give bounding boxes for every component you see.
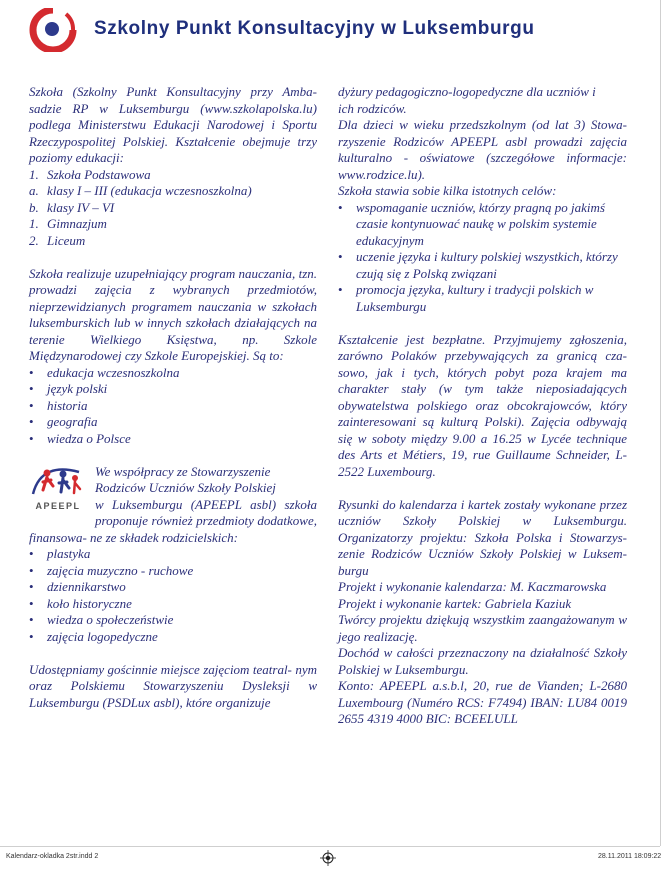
bullet-icon: • (29, 397, 34, 413)
list-item (29, 629, 317, 646)
text-line: sadzie RP w Luksemburgu (www.szkolapolska.lu) (29, 100, 317, 116)
apeepl-figures-icon (29, 464, 87, 498)
list-item-text: czasie kontynuować naukę w polskim systemie (356, 216, 597, 231)
list-item-text: zajęcia muzyczno - ruchowe (47, 562, 194, 578)
list-item (29, 398, 317, 415)
list-marker: 1. (29, 166, 39, 182)
text-line: Rzeczypospolitej Polskiej. Kształcenie obejmuje trzy (29, 133, 317, 149)
list-item (29, 579, 317, 596)
text-line: w jego realizację. (338, 612, 627, 644)
subjects-list (29, 365, 317, 448)
school-logo (28, 8, 78, 52)
text-line: Dla dzieci w wieku przedszkolnym (od lat 3) Stowa- (338, 117, 627, 132)
text-line: poziomy edukacji: (29, 150, 124, 165)
list-item-text: Liceum (47, 232, 86, 248)
list-item (29, 167, 317, 184)
text-line: kulturalno - oświatowe (szczegółowe informacje: (338, 150, 627, 165)
text-line: Kształcenie jest bezpłatne. Przyjmujemy zgłoszenia, (338, 331, 627, 347)
list-item (29, 431, 317, 448)
text-line: sowo, jak i tych, których pobyt poza krajem ma (338, 364, 627, 380)
bullet-icon: • (29, 562, 34, 578)
program-paragraph (29, 266, 317, 365)
text-line: 0019 2655 4319 4000 BIC: BCEELULL (338, 694, 628, 726)
list-marker: b. (29, 199, 39, 215)
print-slug-filename: Kalendarz-okladka 2str.indd 2 (6, 853, 99, 860)
text-line: Szkoła (Szkolny Punkt Konsultacyjny przy Amba- (29, 84, 317, 99)
text-line: obywatelstwa polskiego oraz obcokrajowców, który (338, 397, 627, 413)
page-title: Szkolny Punkt Konsultacyjny w Luksemburgu (94, 18, 535, 39)
bullet-icon: • (338, 199, 343, 215)
page-trim-right (660, 0, 661, 846)
bullet-icon: • (29, 381, 34, 396)
text-line: Szkoły Polskiej w Luksemburgu. (338, 645, 628, 677)
list-item-text: edukacja wczesnoszkolna (47, 364, 180, 380)
list-item-text: klasy IV – VI (47, 199, 115, 215)
text-line: Projekt i wykonanie kalendarza: M. Kaczmarowska (338, 579, 607, 594)
education-levels-list (29, 167, 317, 250)
text-line: działających na terenie Wielkiego Księstwa, (29, 315, 317, 347)
list-item-text: dziennikarstwo (47, 579, 126, 594)
enrollment-paragraph (338, 332, 627, 481)
bullet-icon: • (29, 430, 34, 446)
list-marker: 1. (29, 216, 39, 231)
left-column (29, 84, 317, 711)
text-line: w Luksemburgu (APEEPL asbl) szkoła (95, 496, 317, 512)
page-trim-bottom (0, 846, 660, 847)
text-line: Szkoła realizuje uzupełniający program nauczania, (29, 265, 296, 281)
text-line: Są to: (252, 348, 284, 363)
text-line: ne ze składek rodzicielskich: (90, 529, 238, 545)
bullet-icon: • (29, 612, 34, 627)
bullet-icon: • (29, 595, 34, 611)
list-item-text: promocja języka, kultury i tradycji polskich w (356, 282, 594, 297)
list-item (29, 563, 317, 580)
text-line: Organizatorzy projektu: Szkoła Polska i Stowarzys- (338, 529, 627, 545)
list-item (29, 200, 317, 217)
list-item-text: uczenie języka i kultury polskiej wszystkich, (356, 249, 583, 264)
list-item-text: wspomaganie uczniów, którzy pragną po jakimś (356, 199, 605, 215)
list-marker: 2. (29, 232, 39, 248)
bullet-icon: • (29, 364, 34, 380)
list-item-text: koło historyczne (47, 595, 132, 611)
list-item (29, 365, 317, 382)
intro-paragraph (29, 84, 317, 167)
text-line: nieprzewidzianych programem nauczania w (29, 298, 267, 314)
list-marker: a. (29, 183, 39, 198)
text-line: przez uczniów Szkoły Polskiej w Luksemburgu. (338, 496, 628, 528)
text-line: charakter stały (w tym także nieposiadających (338, 381, 627, 396)
apeepl-logo (29, 464, 87, 514)
bullet-icon: • (29, 546, 34, 561)
list-item-text: Szkoła Podstawowa (47, 166, 151, 182)
text-line: zainteresowani są kulturą Polski). Zajęcia odbywają (338, 414, 627, 429)
text-line: Luksemburgu (PSDLux asbl), które organizuje (29, 694, 271, 710)
text-line: proponuje również przedmioty dodatkowe, finansowa- (29, 513, 317, 545)
text-line: Rodziców Uczniów Szkoły Polskiej (95, 480, 276, 495)
list-item-text: język polski (47, 381, 108, 396)
list-item (29, 381, 317, 398)
text-line: Szkoła stawia sobie kilka istotnych celów: (338, 183, 557, 198)
bullet-icon: • (29, 628, 34, 644)
text-line: się w soboty między 9.00 a 16.25 w Lycée technique (338, 430, 627, 446)
extra-subjects-list (29, 546, 317, 645)
list-item (29, 233, 317, 250)
continuation-paragraph (338, 84, 627, 200)
list-item (29, 216, 317, 233)
list-item (29, 414, 317, 431)
text-line: Udostępniamy gościnnie miejsce zajęciom teatral- (29, 661, 292, 677)
text-line: Rysunki do kalendarza i kartek zostały wykonane (338, 496, 596, 512)
list-item (29, 596, 317, 613)
list-item (338, 249, 627, 282)
list-item-text: klasy I – III (edukacja wczesnoszkolna) (47, 183, 252, 198)
text-line: Dochód w całości przeznaczony na działalność (338, 645, 590, 660)
text-line: zarówno Polaków przebywających za granicą cza- (338, 348, 627, 363)
text-line: des Arts et Métiers, 19, rue Guillaume Schneider, (338, 447, 610, 462)
closing-paragraph (29, 662, 317, 712)
list-item-text: którzy czują się z Polską związani (356, 249, 618, 281)
list-item-text: edukacyjnym (356, 232, 424, 248)
bullet-icon: • (338, 249, 343, 264)
text-line: Konto: APEEPL a.s.b.l, 20, rue de Vianden; L-2680 (338, 678, 627, 693)
list-item-text: wiedza o społeczeństwie (47, 612, 174, 627)
list-item-text: zajęcia logopedyczne (47, 628, 158, 644)
list-item-text: Luksemburgu (356, 298, 427, 314)
print-slug-timestamp: 28.11.2011 18:09:22 (598, 853, 662, 860)
text-line: dyżury pedagogiczno-logopedyczne dla uczniów i (338, 84, 596, 99)
list-item (338, 200, 627, 250)
list-item-text: plastyka (47, 546, 91, 561)
goals-list (338, 200, 627, 316)
text-line: L-2522 Luxembourg. (338, 447, 628, 479)
text-line: rzyszenie Rodziców APEEPL asbl prowadzi zajęcia (338, 133, 627, 149)
bullet-icon: • (29, 414, 34, 429)
text-line: np. Szkole Międzynarodowej czy Szkole Europejskiej. (29, 331, 318, 363)
list-item (29, 546, 317, 563)
text-line: szkołach luksemburskich lub w innych szkołach (29, 298, 318, 330)
text-line: We współpracy ze Stowarzyszenie (95, 463, 271, 479)
list-item (338, 282, 627, 315)
text-line: podlega Ministerstwu Edukacji Narodowej i Sportu (29, 117, 317, 132)
right-column (338, 84, 627, 728)
apeepl-logo-text: APEEPL (35, 500, 81, 511)
apeepl-paragraph (29, 464, 317, 547)
registration-mark-icon (320, 850, 336, 866)
text-line: zenie Rodziców Uczniów Szkoły Polskiej w Luksem- (338, 546, 627, 561)
text-line: Luxembourg (Numéro RCS: F7494) IBAN: LU84 (338, 694, 598, 710)
text-line: ich rodziców. (338, 100, 407, 116)
text-line: nym oraz Polskiemu Stowarzyszeniu Dysleksji w (29, 661, 318, 693)
text-line: www.rodzice.lu). (338, 166, 426, 182)
text-line: Projekt i wykonanie kartek: Gabriela Kaziuk (338, 595, 572, 611)
text-line: Twórcy projektu dziękują wszystkim zaangażowanym (338, 612, 615, 627)
list-item-text: Gimnazjum (47, 216, 107, 231)
credits-paragraph (338, 497, 627, 728)
text-line: tzn. prowadzi zajęcia z wybranych przedmiotów, (29, 265, 317, 297)
text-line: burgu (338, 562, 369, 578)
list-item (29, 183, 317, 200)
bullet-icon: • (338, 282, 343, 297)
list-item-text: geografia (47, 414, 98, 429)
list-item (29, 612, 317, 629)
bullet-icon: • (29, 579, 34, 594)
list-item-text: wiedza o Polsce (47, 430, 131, 446)
list-item-text: historia (47, 397, 88, 413)
